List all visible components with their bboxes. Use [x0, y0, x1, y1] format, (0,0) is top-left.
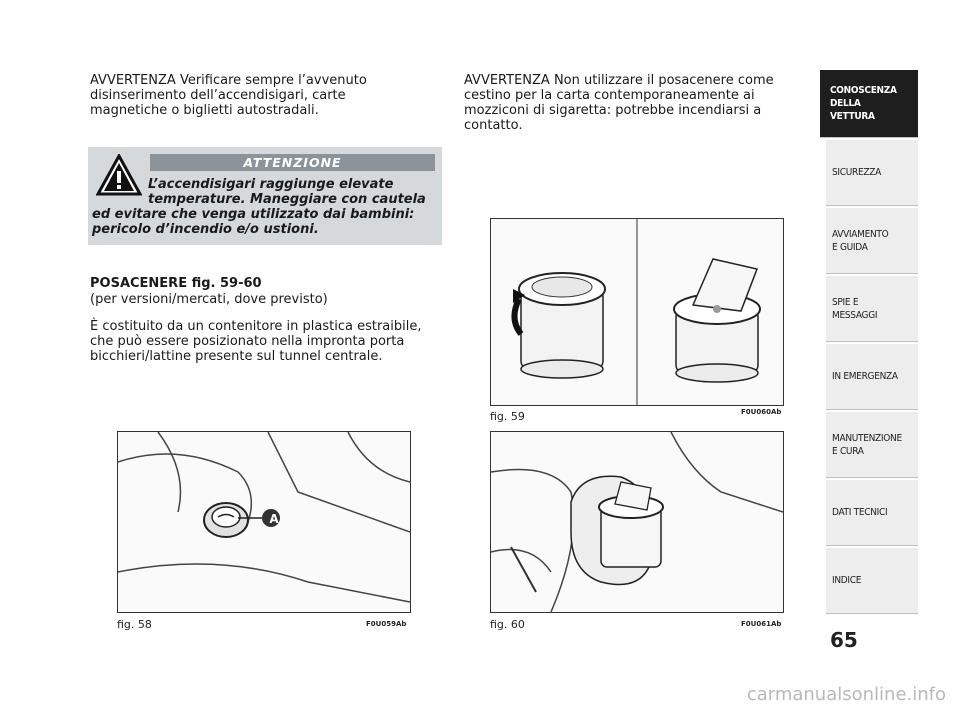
- tab-sicurezza[interactable]: SICUREZZA: [826, 140, 918, 206]
- attention-line-1: L’accendisigari raggiunge elevate: [148, 177, 394, 192]
- tab-spie-e-messaggi[interactable]: SPIE E MESSAGGI: [826, 276, 918, 342]
- warning-paragraph-right: AVVERTENZA Non utilizzare il posacenere come cestino per la carta contemporaneamente ai mozziconi di sigaretta: potrebbe incendiarsi a contatto.: [464, 73, 774, 133]
- tab-dati-tecnici[interactable]: DATI TECNICI: [826, 480, 918, 546]
- figure-59-code: F0U060Ab: [741, 408, 782, 416]
- figure-58-caption: fig. 58: [117, 618, 152, 631]
- figure-60-caption: fig. 60: [490, 618, 525, 631]
- label-a: A: [269, 512, 279, 526]
- tab-manutenzione-e-cura[interactable]: MANUTENZIONE E CURA: [826, 412, 918, 478]
- page-number: 65: [830, 628, 858, 652]
- figure-60-code: F0U061Ab: [741, 620, 782, 628]
- section-title: POSACENERE fig. 59-60: [90, 276, 262, 291]
- warning-paragraph-left: AVVERTENZA Verificare sempre l’avvenuto disinserimento dell’accendisigari, carte magnetiche o biglietti autostradali.: [90, 73, 367, 118]
- figure-58-code: F0U059Ab: [366, 620, 407, 628]
- section-subtitle: (per versioni/mercati, dove previsto): [90, 292, 328, 307]
- section-body: È costituito da un contenitore in plastica estraibile, che può essere posizionato nella impronta porta bicchieri/lattine presente sul tunnel centrale.: [90, 319, 422, 364]
- figure-59-caption: fig. 59: [490, 410, 525, 423]
- figure-59-illustration: [490, 218, 784, 406]
- attention-line-3: ed evitare che venga utilizzato dai bambini:: [92, 207, 415, 222]
- attention-header: ATTENZIONE: [150, 154, 435, 171]
- warning-triangle-icon: [96, 154, 142, 196]
- tab-conoscenza-della-vettura[interactable]: CONOSCENZA DELLA VETTURA: [820, 70, 918, 138]
- tab-in-emergenza[interactable]: IN EMERGENZA: [826, 344, 918, 410]
- tab-avviamento-e-guida[interactable]: AVVIAMENTO E GUIDA: [826, 208, 918, 274]
- attention-line-2: temperature. Maneggiare con cautela: [148, 192, 426, 207]
- watermark: carmanualsonline.info: [746, 684, 946, 705]
- tab-indice[interactable]: INDICE: [826, 548, 918, 614]
- figure-58-illustration: [117, 431, 411, 613]
- attention-line-4: pericolo d’incendio e/o ustioni.: [92, 222, 319, 237]
- figure-60-illustration: [490, 431, 784, 613]
